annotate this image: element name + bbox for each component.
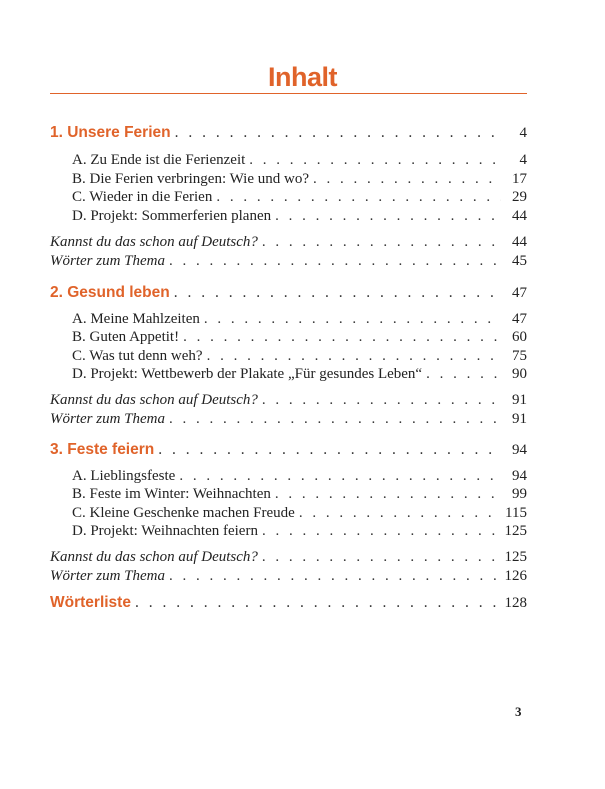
toc-entry-title: Kannst du das schon auf Deutsch? xyxy=(50,234,258,250)
toc-entry-title: B. Feste im Winter: Weihnachten xyxy=(72,486,271,502)
dot-leader xyxy=(426,366,501,383)
toc-page-number: 44 xyxy=(512,208,527,224)
dot-leader xyxy=(174,284,501,302)
dot-leader xyxy=(275,208,501,225)
toc-entry-title: 3. Feste feiern xyxy=(50,441,155,458)
dot-leader xyxy=(262,234,501,251)
toc-page-number: 126 xyxy=(504,568,527,584)
toc-page-number: 99 xyxy=(512,486,527,502)
dot-leader xyxy=(249,152,501,169)
toc-extra-entry xyxy=(50,549,527,567)
toc-entry-title: C. Was tut denn weh? xyxy=(72,348,203,364)
toc-entry-title: A. Zu Ende ist die Ferienzeit xyxy=(72,152,246,168)
dot-leader xyxy=(262,523,501,540)
dot-leader xyxy=(313,171,501,188)
toc-entry-title: B. Guten Appetit! xyxy=(72,329,180,345)
toc-extra-entry xyxy=(50,392,527,410)
toc-entry-title: D. Projekt: Sommerferien planen xyxy=(72,208,272,224)
toc-entry-title: C. Kleine Geschenke machen Freude xyxy=(72,505,295,521)
toc-chapter xyxy=(50,124,527,142)
toc-entry-title: D. Projekt: Weihnachten feiern xyxy=(72,523,258,539)
toc-extra-entry xyxy=(50,234,527,252)
toc-entry xyxy=(72,523,527,541)
toc-entry xyxy=(72,152,527,170)
toc-extra-entry xyxy=(50,411,527,429)
toc-page-number: 91 xyxy=(512,392,527,408)
toc-page-number: 44 xyxy=(512,234,527,250)
toc-extra-entry xyxy=(50,568,527,586)
toc-page-number: 47 xyxy=(512,311,527,327)
toc-entry xyxy=(72,171,527,189)
toc-page-number: 125 xyxy=(504,549,527,565)
toc-entry-title: C. Wieder in die Ferien xyxy=(72,189,213,205)
toc-page-number: 94 xyxy=(512,442,527,458)
toc-page-number: 125 xyxy=(504,523,527,539)
dot-leader xyxy=(299,505,501,522)
toc-entry xyxy=(72,468,527,486)
toc-page-number: 29 xyxy=(512,189,527,205)
dot-leader xyxy=(262,549,501,566)
toc-entry-title: Wörter zum Thema xyxy=(50,568,165,584)
dot-leader xyxy=(275,486,501,503)
page-number: 3 xyxy=(515,704,522,719)
toc-entry xyxy=(72,505,527,523)
dot-leader xyxy=(169,568,501,585)
dot-leader xyxy=(169,411,501,428)
toc-extra-entry xyxy=(50,253,527,271)
toc-entry-title: Wörter zum Thema xyxy=(50,411,165,427)
toc-entry-title: Kannst du das schon auf Deutsch? xyxy=(50,392,258,408)
dot-leader xyxy=(183,329,501,346)
toc-page-number: 60 xyxy=(512,329,527,345)
dot-leader xyxy=(204,311,501,328)
toc-entry xyxy=(72,208,527,226)
toc-page-number: 47 xyxy=(512,285,527,301)
toc-chapter xyxy=(50,284,527,302)
toc-entry-title: 1. Unsere Ferien xyxy=(50,124,171,141)
toc-entry xyxy=(72,329,527,347)
toc-page-number: 90 xyxy=(512,366,527,382)
toc-entry xyxy=(72,366,527,384)
dot-leader xyxy=(179,468,501,485)
toc-page-number: 94 xyxy=(512,468,527,484)
toc-entry-title: 2. Gesund leben xyxy=(50,284,170,301)
toc-entry-title: A. Lieblingsfeste xyxy=(72,468,176,484)
toc-entry-title: A. Meine Mahlzeiten xyxy=(72,311,200,327)
toc-page-number: 17 xyxy=(512,171,527,187)
toc-page-number: 4 xyxy=(519,152,527,168)
toc-entry-title: Wörter zum Thema xyxy=(50,253,165,269)
toc-chapter xyxy=(50,594,527,612)
dot-leader xyxy=(135,594,501,612)
toc-entry xyxy=(72,311,527,329)
toc-page-number: 115 xyxy=(505,505,527,521)
toc-page-number: 4 xyxy=(519,125,527,141)
toc-entry-title: D. Projekt: Wettbewerb der Plakate „Für gesundes Leben“ xyxy=(72,366,423,382)
dot-leader xyxy=(169,253,501,270)
toc-entry-title: Kannst du das schon auf Deutsch? xyxy=(50,549,258,565)
toc-page-number: 128 xyxy=(504,595,527,611)
toc-entry xyxy=(72,189,527,207)
page-title: Inhalt xyxy=(268,62,337,92)
toc-page-number: 75 xyxy=(512,348,527,364)
toc-entry xyxy=(72,348,527,366)
dot-leader xyxy=(216,189,501,206)
toc-entry xyxy=(72,486,527,504)
toc-page-number: 91 xyxy=(512,411,527,427)
dot-leader xyxy=(175,124,501,142)
toc-page-number: 45 xyxy=(512,253,527,269)
toc-entry-title: B. Die Ferien verbringen: Wie und wo? xyxy=(72,171,309,187)
title-divider xyxy=(50,93,527,94)
toc-chapter xyxy=(50,441,527,459)
dot-leader xyxy=(262,392,501,409)
toc-entry-title: Wörterliste xyxy=(50,594,131,611)
dot-leader xyxy=(158,441,501,459)
dot-leader xyxy=(207,348,501,365)
